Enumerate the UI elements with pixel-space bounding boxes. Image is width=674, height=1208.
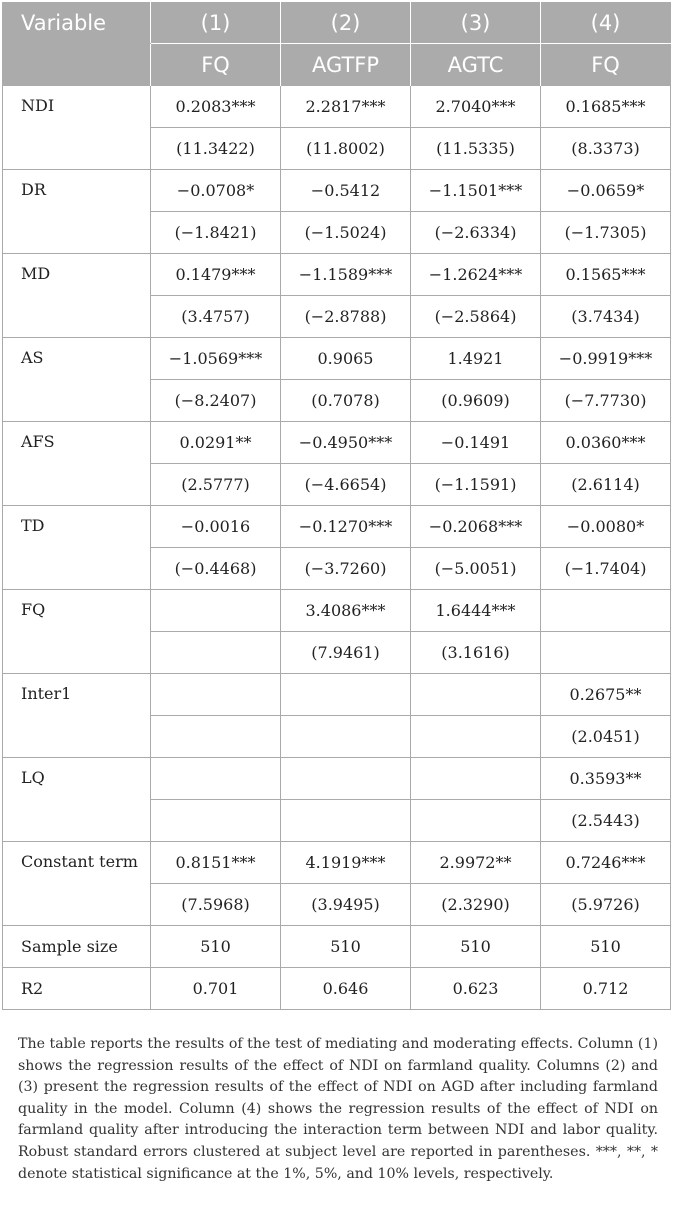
coefficient-cell: −0.1270*** [281,506,411,548]
coefficient-cell: −0.0659* [541,170,671,212]
table-row-coefficients [3,422,671,464]
row-variable-name: DR [3,170,151,254]
t-statistic-cell: (7.5968) [151,884,281,926]
coefficient-cell: −0.1491 [411,422,541,464]
sample-size-cell: 510 [541,926,671,968]
t-statistic-cell: (−5.0051) [411,548,541,590]
t-statistic-cell [281,716,411,758]
t-statistic-cell: (2.5777) [151,464,281,506]
coefficient-cell: 2.2817*** [281,86,411,128]
row-variable-name: LQ [3,758,151,842]
coefficient-cell: 0.2675** [541,674,671,716]
coefficient-cell: 0.2083*** [151,86,281,128]
coefficient-cell [281,758,411,800]
coefficient-cell: 0.7246*** [541,842,671,884]
table-row-coefficients [3,506,671,548]
coefficient-cell [541,590,671,632]
header-column-1: (1) [151,2,281,44]
coefficient-cell [151,674,281,716]
coefficient-cell: −1.1501*** [411,170,541,212]
row-variable-name: Sample size [3,926,151,968]
coefficient-cell [281,674,411,716]
row-variable-name: R2 [3,968,151,1010]
t-statistic-cell: (3.1616) [411,632,541,674]
t-statistic-cell [411,716,541,758]
t-statistic-cell [411,800,541,842]
t-statistic-cell [151,716,281,758]
t-statistic-cell: (−8.2407) [151,380,281,422]
t-statistic-cell: (−1.8421) [151,212,281,254]
coefficient-cell: 3.4086*** [281,590,411,632]
table-row-coefficients [3,254,671,296]
header-column-4: (4) [541,2,671,44]
coefficient-cell: 0.1685*** [541,86,671,128]
table-header [3,2,671,86]
t-statistic-cell: (−1.5024) [281,212,411,254]
header-depvar-1: FQ [151,44,281,86]
coefficient-cell: 0.9065 [281,338,411,380]
t-statistic-cell: (−2.8788) [281,296,411,338]
coefficient-cell: −0.0080* [541,506,671,548]
row-variable-name: FQ [3,590,151,674]
t-statistic-cell: (−2.6334) [411,212,541,254]
table-row-coefficients [3,170,671,212]
t-statistic-cell [281,800,411,842]
t-statistic-cell: (2.5443) [541,800,671,842]
coefficient-cell: 0.0360*** [541,422,671,464]
header-variable: Variable [3,2,151,44]
coefficient-cell: −0.0708* [151,170,281,212]
coefficient-cell: −1.1589*** [281,254,411,296]
t-statistic-cell: (−0.4468) [151,548,281,590]
coefficient-cell: 0.0291** [151,422,281,464]
sample-size-cell: 510 [411,926,541,968]
coefficient-cell [411,758,541,800]
t-statistic-cell: (−1.7404) [541,548,671,590]
coefficient-cell: 0.8151*** [151,842,281,884]
t-statistic-cell: (−7.7730) [541,380,671,422]
t-statistic-cell: (5.9726) [541,884,671,926]
t-statistic-cell: (−3.7260) [281,548,411,590]
row-variable-name: NDI [3,86,151,170]
t-statistic-cell: (−2.5864) [411,296,541,338]
t-statistic-cell: (11.3422) [151,128,281,170]
coefficient-cell: −1.2624*** [411,254,541,296]
coefficient-cell: 4.1919*** [281,842,411,884]
t-statistic-cell: (3.4757) [151,296,281,338]
t-statistic-cell: (−4.6654) [281,464,411,506]
t-statistic-cell [151,800,281,842]
coefficient-cell [411,674,541,716]
coefficient-cell: 2.7040*** [411,86,541,128]
t-statistic-cell: (0.9609) [411,380,541,422]
table-row-coefficients [3,842,671,884]
table-row-coefficients [3,674,671,716]
coefficient-cell: −0.9919*** [541,338,671,380]
header-depvar-4: FQ [541,44,671,86]
table-row-coefficients [3,590,671,632]
t-statistic-cell: (3.7434) [541,296,671,338]
header-depvar-3: AGTC [411,44,541,86]
coefficient-cell: 1.4921 [411,338,541,380]
row-variable-name: AS [3,338,151,422]
t-statistic-cell: (2.6114) [541,464,671,506]
coefficient-cell [151,590,281,632]
t-statistic-cell: (11.8002) [281,128,411,170]
table-row-r2 [3,968,671,1010]
coefficient-cell: 0.1565*** [541,254,671,296]
coefficient-cell: −0.5412 [281,170,411,212]
sample-size-cell: 510 [281,926,411,968]
t-statistic-cell: (2.0451) [541,716,671,758]
t-statistic-cell: (3.9495) [281,884,411,926]
sample-size-cell: 510 [151,926,281,968]
coefficient-cell: −0.2068*** [411,506,541,548]
row-variable-name: MD [3,254,151,338]
coefficient-cell: 0.1479*** [151,254,281,296]
coefficient-cell: 0.3593** [541,758,671,800]
header-variable-blank [3,44,151,86]
r2-cell: 0.646 [281,968,411,1010]
table-row-coefficients [3,338,671,380]
coefficient-cell: 1.6444*** [411,590,541,632]
coefficient-cell: −1.0569*** [151,338,281,380]
table-row-sample-size [3,926,671,968]
table-row-coefficients [3,86,671,128]
r2-cell: 0.712 [541,968,671,1010]
header-column-2: (2) [281,2,411,44]
coefficient-cell: 2.9972** [411,842,541,884]
row-variable-name: TD [3,506,151,590]
row-variable-name: Constant term [3,842,151,926]
table-row-coefficients [3,758,671,800]
row-variable-name: Inter1 [3,674,151,758]
t-statistic-cell: (7.9461) [281,632,411,674]
coefficient-cell: −0.0016 [151,506,281,548]
t-statistic-cell: (8.3373) [541,128,671,170]
regression-results-table [2,2,671,1010]
t-statistic-cell: (−1.1591) [411,464,541,506]
t-statistic-cell: (2.3290) [411,884,541,926]
coefficient-cell [151,758,281,800]
header-depvar-2: AGTFP [281,44,411,86]
header-row-column-numbers [3,2,671,44]
t-statistic-cell [541,632,671,674]
row-variable-name: AFS [3,422,151,506]
t-statistic-cell: (−1.7305) [541,212,671,254]
t-statistic-cell: (0.7078) [281,380,411,422]
header-row-dependent-variables [3,44,671,86]
table-footnote: The table reports the results of the test of mediating and moderating effects. Column (1) shows the regression results of the effect of NDI on farmland quality. Columns (2) and (3) present the regression results of the effect of NDI on AGD after including farmland quality in the model. Column (4) shows the regression results of the effect of NDI on farmland quality after introducing the interaction term between NDI and labor quality. Robust standard errors clustered at subject level are reported in parentheses. ***, **, * denote statistical significance at the 1%, 5%, and 10% levels, respectively. [18,1036,658,1182]
t-statistic-cell [151,632,281,674]
t-statistic-cell: (11.5335) [411,128,541,170]
coefficient-cell: −0.4950*** [281,422,411,464]
table-body [3,86,671,1010]
r2-cell: 0.623 [411,968,541,1010]
r2-cell: 0.701 [151,968,281,1010]
header-column-3: (3) [411,2,541,44]
